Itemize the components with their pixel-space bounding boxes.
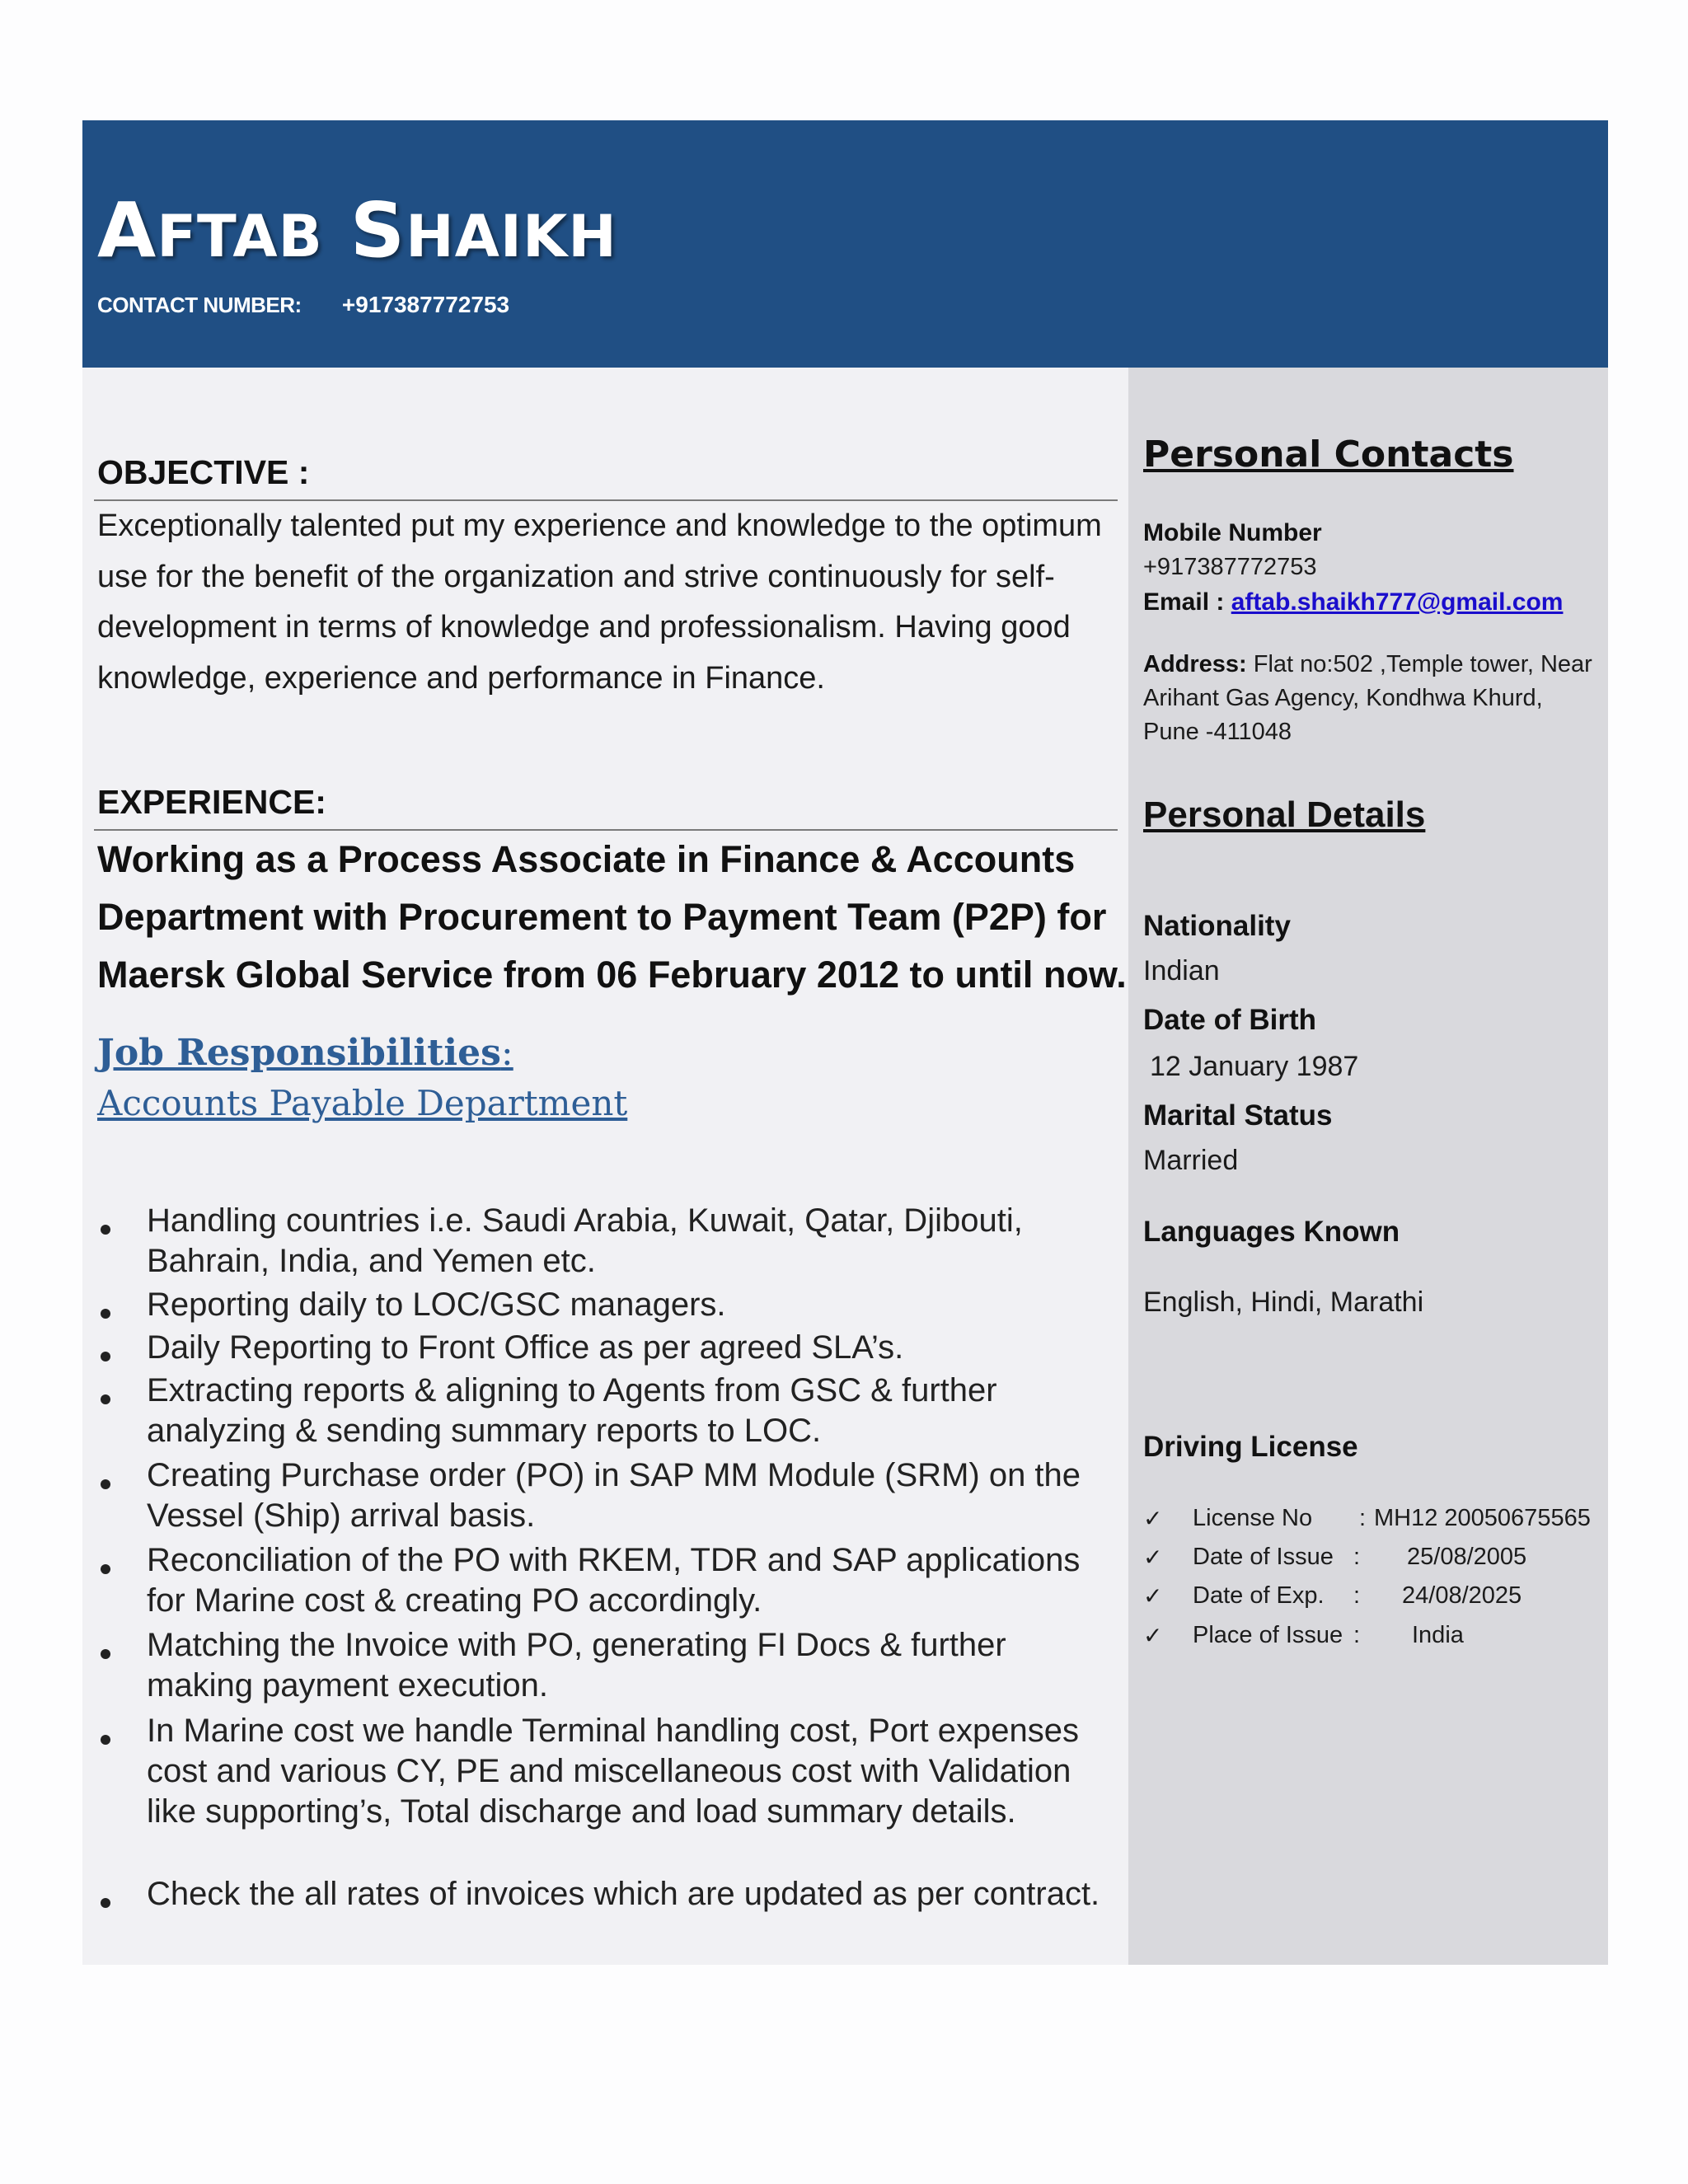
bullet-icon [101, 1735, 110, 1745]
list-item: Reporting daily to LOC/GSC managers. [147, 1286, 726, 1323]
address-label: Address: [1143, 651, 1247, 677]
license-row-label: License No [1193, 1505, 1313, 1531]
nationality-label: Nationality [1143, 910, 1291, 942]
license-row-value: India [1412, 1622, 1464, 1648]
bullet-icon [101, 1564, 110, 1574]
dob-value: 12 January 1987 [1150, 1051, 1359, 1082]
check-icon: ✓ [1143, 1544, 1163, 1571]
experience-summary: Working as a Process Associate in Finance & Accounts Department with Procurement to Payment Team (P2P) for Maersk Global Service from 06 February 2012 to until now. [97, 838, 1127, 996]
experience-title: EXPERIENCE: [97, 783, 326, 821]
list-item: Creating Purchase order (PO) in SAP MM Module (SRM) on the Vessel (Ship) arrival basis. [147, 1457, 1081, 1534]
candidate-name [97, 186, 617, 274]
list-item: Reconciliation of the PO with RKEM, TDR and SAP applications for Marine cost & creating PO accordingly. [147, 1542, 1081, 1619]
bullet-icon [101, 1225, 110, 1235]
name-last-rest: HAIKH [406, 203, 617, 270]
objective-text: Exceptionally talented put my experience and knowledge to the optimum use for the benefit of the organization and strive continuously for self-development in terms of knowledge and professionalism. Having good knowledge, experience and performance in Finance. [97, 509, 1102, 696]
address-value: Flat no:502 ,Temple tower, Near Arihant Gas Agency, Kondhwa Khurd, Pune -411048 [1143, 651, 1592, 745]
license-row-sep: : [1353, 1622, 1361, 1648]
bullet-icon [101, 1649, 110, 1659]
bullet-icon [101, 1309, 110, 1319]
check-icon: ✓ [1143, 1622, 1163, 1649]
mobile-value: +917387772753 [1143, 554, 1317, 580]
license-row-value: 24/08/2025 [1402, 1582, 1522, 1609]
languages-label: Languages Known [1143, 1216, 1400, 1248]
bullet-icon [101, 1479, 110, 1489]
list-item: Check the all rates of invoices which are updated as per contract. [147, 1876, 1100, 1912]
personal-contacts-title: Personal Contacts [1143, 434, 1514, 476]
list-item: In Marine cost we handle Terminal handling cost, Port expenses cost and various CY, PE and miscellaneous cost with Validation like supporting’s, Total discharge and load summary details. [147, 1713, 1079, 1830]
languages-value: English, Hindi, Marathi [1143, 1286, 1424, 1318]
email-row [1143, 588, 1563, 616]
license-row-value: MH12 20050675565 [1374, 1505, 1591, 1531]
license-row-value: 25/08/2005 [1407, 1544, 1527, 1570]
header-banner [82, 120, 1608, 368]
license-row-label: Date of Issue [1193, 1544, 1334, 1570]
name-first-rest: FTAB [157, 203, 323, 270]
marital-value: Married [1143, 1145, 1239, 1176]
list-item: Matching the Invoice with PO, generating FI Docs & further making payment execution. [147, 1627, 1006, 1704]
job-heading-colon: : [500, 1032, 513, 1074]
bullet-icon [101, 1394, 110, 1404]
check-icon: ✓ [1143, 1505, 1163, 1532]
driving-license-label: Driving License [1143, 1431, 1358, 1463]
license-row-label: Place of Issue [1193, 1622, 1343, 1648]
list-item: Extracting reports & aligning to Agents from GSC & further analyzing & sending summary reports to LOC. [147, 1372, 997, 1449]
check-icon: ✓ [1143, 1582, 1163, 1610]
bullet-icon [101, 1352, 110, 1361]
list-item: Handling countries i.e. Saudi Arabia, Kuwait, Qatar, Djibouti, Bahrain, India, and Yemen etc. [147, 1202, 1023, 1279]
contact-number: +917387772753 [341, 292, 510, 317]
sidebar [1128, 368, 1608, 1965]
license-row-sep: : [1353, 1544, 1361, 1570]
job-heading-text: Job Responsibilities [97, 1032, 501, 1074]
bullet-icon [101, 1898, 110, 1908]
list-item: Daily Reporting to Front Office as per agreed SLA’s. [147, 1329, 904, 1366]
header-contact [97, 292, 509, 318]
objective-title: OBJECTIVE : [97, 453, 310, 491]
department-heading: Accounts Payable Department [97, 1083, 628, 1123]
contact-label: CONTACT NUMBER: [97, 293, 302, 317]
license-row-sep: : [1353, 1582, 1361, 1609]
personal-details-title: Personal Details [1143, 794, 1426, 835]
email-label: Email : [1143, 588, 1225, 616]
email-link[interactable]: aftab.shaikh777@gmail.com [1231, 588, 1564, 616]
marital-label: Marital Status [1143, 1099, 1333, 1132]
license-row-label: Date of Exp. [1193, 1582, 1325, 1609]
name-first-initial: A [97, 186, 157, 274]
mobile-label: Mobile Number [1143, 519, 1322, 546]
address-block [1143, 648, 1605, 749]
job-responsibilities-heading [97, 1032, 513, 1074]
name-last-initial: S [349, 186, 406, 274]
dob-label: Date of Birth [1143, 1004, 1316, 1036]
license-row-sep: : [1359, 1505, 1367, 1531]
nationality-value: Indian [1143, 955, 1220, 987]
main-column [82, 368, 1128, 1965]
